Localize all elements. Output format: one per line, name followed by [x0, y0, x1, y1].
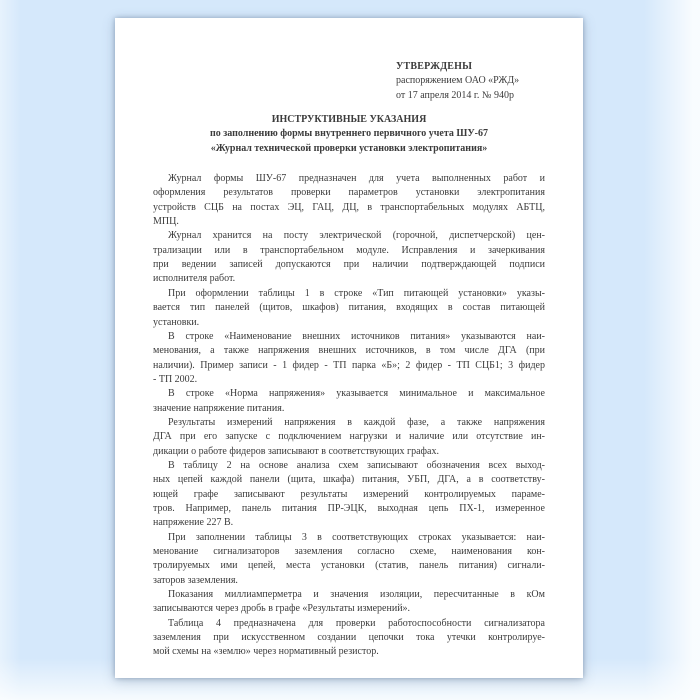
body-line: значение напряжение питания.	[153, 402, 285, 414]
body-line: напряжение 227 В.	[153, 517, 234, 529]
body-line: записываются через дробь в графе «Результаты измерений».	[153, 603, 411, 615]
body-line: дикации о работе фидеров записывают в соответствующих графах.	[153, 445, 439, 457]
body-line: МПЦ.	[153, 216, 179, 228]
title-main-line: ИНСТРУКТИВНЫЕ УКАЗАНИЯ	[271, 114, 427, 126]
paragraph	[153, 531, 545, 588]
body-line: вается тип панелей (щитов, шкафов) питания, входящих в состав питающей	[153, 302, 545, 314]
body-line: оформления результатов проверки параметров установки электропитания	[153, 187, 545, 199]
body-line: В таблицу 2 на основе анализа схем записывают обозначения всех выход-	[168, 459, 545, 471]
paragraph	[153, 287, 545, 330]
body-line: заторов заземления.	[153, 574, 238, 586]
body-line: установки.	[153, 316, 200, 328]
document-page	[115, 18, 583, 678]
body-line: При заполнении таблицы 3 в соответствующих строках указывается: наи-	[168, 531, 545, 543]
approval-detail-line: распоряжением ОАО «РЖД»	[396, 75, 520, 87]
body-line: ДГА при его запуске с подключением нагрузки и наличие или отсутствие ин-	[153, 431, 545, 443]
body-line: трализации или в транспортабельном модуле. Исправления и зачеркивания	[153, 244, 545, 256]
paragraph	[153, 330, 545, 387]
body-line: при ведении записей допускаются при наличии подтверждающей подписи	[153, 259, 545, 271]
body-line: В строке «Норма напряжения» указывается минимальное и максимальное	[168, 388, 545, 400]
paragraph	[153, 416, 545, 459]
paragraph	[153, 459, 545, 531]
body-line: Показания миллиамперметра и значения изоляции, пересчитанные в кОм	[168, 589, 545, 601]
body-line: устройств СЦБ на постах ЭЦ, ГАЦ, ДЦ, в транспортабельных модулях АБТЦ,	[153, 201, 545, 213]
body-line: заземления при искусственном создании цепочки тока утечки контролируе-	[153, 632, 545, 644]
approval-detail-line: от 17 апреля 2014 г. № 940р	[396, 89, 514, 101]
body-line: В строке «Наименование внешних источников питания» указываются наи-	[168, 330, 545, 342]
body-line: Результаты измерений напряжения в каждой фазе, а также напряжения	[168, 416, 545, 428]
paragraph	[153, 229, 545, 286]
body-line: Таблица 4 предназначена для проверки работоспособности сигнализатора	[168, 617, 545, 629]
paragraph	[153, 588, 545, 617]
body-line: ющей графе записывают результаты измерений контролируемых параме-	[153, 488, 545, 500]
body-line: наличии). Пример записи - 1 фидер - ТП парка «Б»; 2 фидер - ТП СЦБ1; 3 фидер	[153, 359, 545, 371]
page-content	[115, 18, 583, 660]
body-line: тров. Например, панель питания ПР-ЭЦК, выходная цепь ПХ-1, измеренное	[153, 502, 545, 514]
body-line: - ТП 2002.	[153, 373, 198, 385]
body-line: тролируемых ими цепей, места установки (статив, панель питания) сигнали-	[153, 560, 545, 572]
body-line: менование сигнализаторов заземления согласно схеме, наименования кон-	[153, 546, 545, 557]
body-line: исполнителя работ.	[153, 273, 236, 285]
document-title	[153, 113, 545, 156]
title-sub-line: по заполнению формы внутреннего первичного учета ШУ-67	[209, 128, 489, 140]
body-line: При оформлении таблицы 1 в строке «Тип питающей установки» указы-	[168, 287, 545, 299]
approval-block	[396, 60, 545, 103]
body-line: мой схемы на «землю» через нормативный резистор.	[153, 646, 379, 658]
body-line: Журнал хранится на посту электрической (горочной, диспетчерской) цен-	[168, 230, 545, 242]
paragraph	[153, 387, 545, 416]
paragraph	[153, 617, 545, 660]
title-sub-line: «Журнал технической проверки установки электропитания»	[210, 142, 488, 154]
approval-status-line: УТВЕРЖДЕНЫ	[396, 61, 473, 72]
document-body	[153, 172, 545, 660]
body-line: ных цепей каждой панели (щита, шкафа) питания, УБП, ДГА, а в соответству-	[153, 474, 545, 486]
paragraph	[153, 172, 545, 229]
body-line: менования, а также напряжения внешних источников, в том числе ДГА (при	[153, 345, 545, 357]
body-line: Журнал формы ШУ-67 предназначен для учета выполненных работ и	[168, 173, 545, 185]
